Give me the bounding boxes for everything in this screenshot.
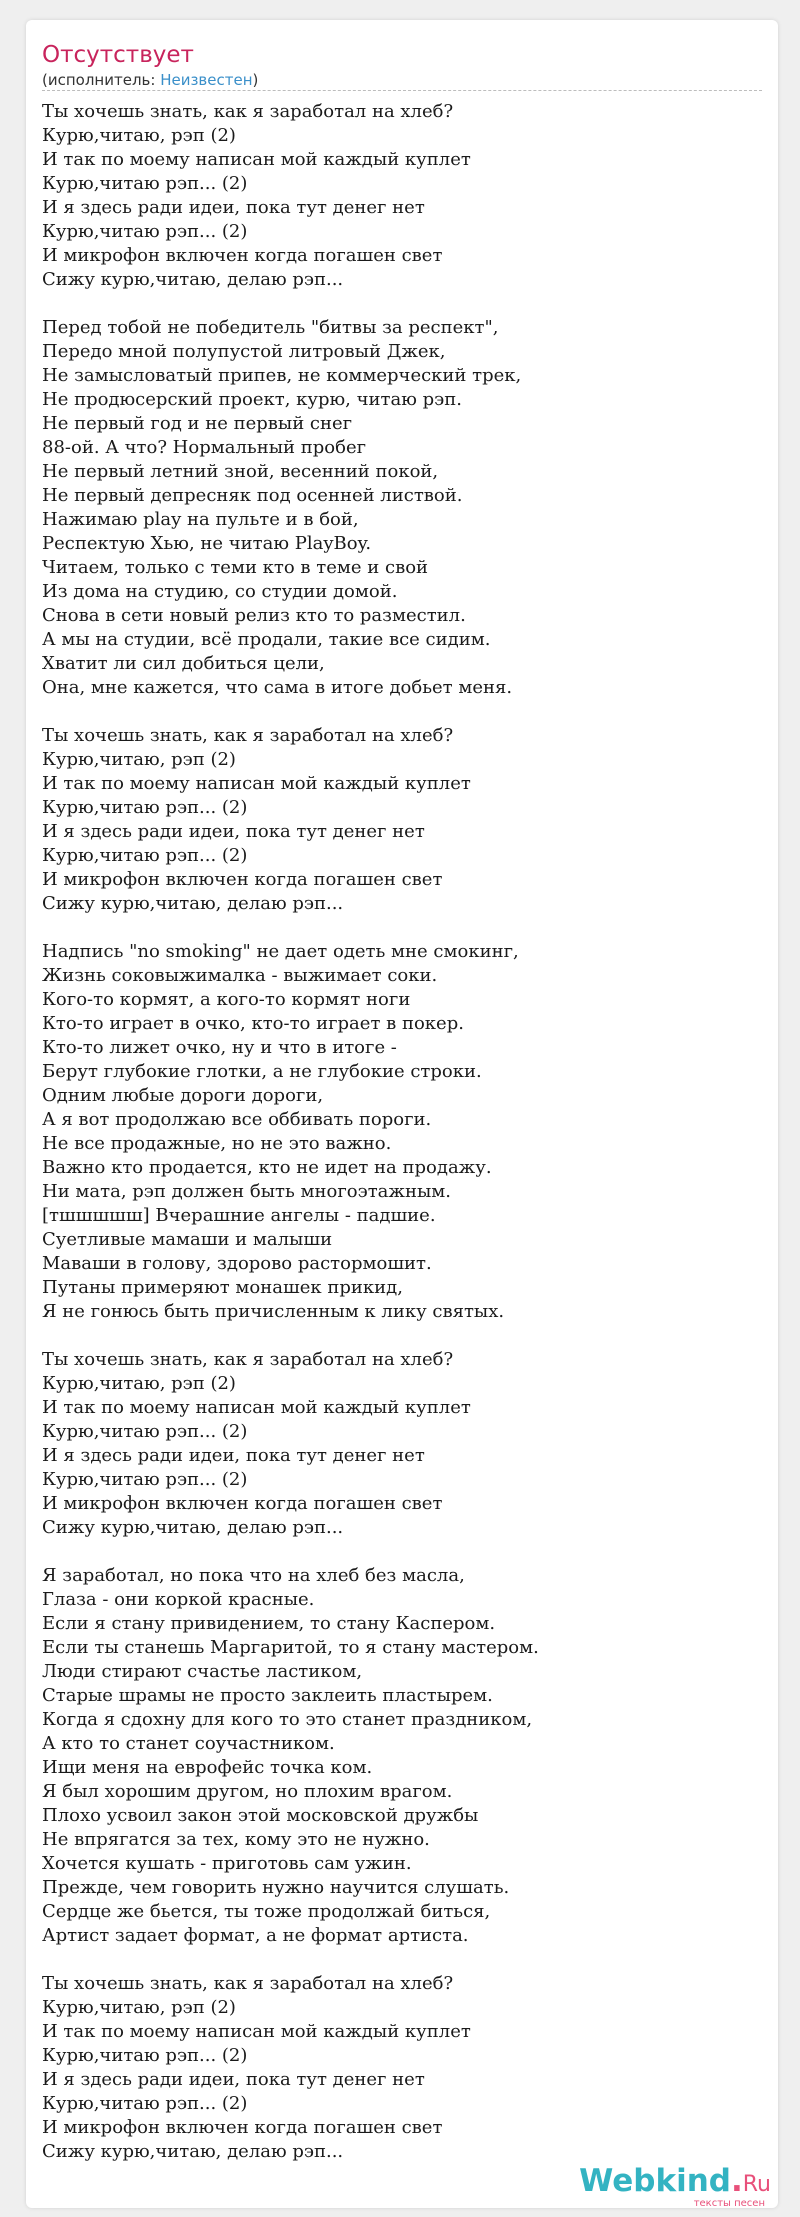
lyric-line: И микрофон включен когда погашен свет: [42, 1493, 443, 1514]
lyrics-stanza: [42, 100, 762, 292]
lyric-line: Респектую Хью, не читаю PlayBoy.: [42, 533, 372, 554]
lyric-line: А я вот продолжаю все оббивать пороги.: [42, 1109, 432, 1130]
lyric-line: Люди стирают счастье ластиком,: [42, 1661, 363, 1682]
lyric-line: Прежде, чем говорить нужно научится слушать.: [42, 1877, 510, 1898]
lyric-line: Курю,читаю рэп... (2): [42, 173, 248, 194]
lyric-line: Маваши в голову, здорово растормошит.: [42, 1253, 432, 1274]
lyric-line: Не все продажные, но не это важно.: [42, 1133, 392, 1154]
lyric-line: Курю,читаю, рэп (2): [42, 1373, 236, 1394]
lyric-line: Если ты станешь Маргаритой, то я стану мастером.: [42, 1637, 539, 1658]
lyrics-stanza: [42, 1972, 762, 2164]
lyric-line: Не продюсерский проект, курю, читаю рэп.: [42, 389, 462, 410]
lyric-line: И микрофон включен когда погашен свет: [42, 869, 443, 890]
lyric-line: Сижу курю,читаю, делаю рэп...: [42, 2141, 344, 2162]
lyric-line: Артист задает формат, а не формат артиста.: [42, 1925, 469, 1946]
lyric-line: Ты хочешь знать, как я заработал на хлеб?: [42, 725, 454, 746]
logo-tagline: тексты песен: [693, 2198, 765, 2209]
lyric-line: Курю,читаю рэп... (2): [42, 1469, 248, 1490]
lyric-line: Не первый депресняк под осенней листвой.: [42, 485, 463, 506]
lyrics-stanza: [42, 316, 762, 700]
lyric-line: А кто то станет соучастником.: [42, 1733, 335, 1754]
lyric-line: Хочется кушать - приготовь сам ужин.: [42, 1853, 412, 1874]
lyric-line: И я здесь ради идеи, пока тут денег нет: [42, 197, 425, 218]
lyric-line: Курю,читаю рэп... (2): [42, 797, 248, 818]
lyric-line: Ты хочешь знать, как я заработал на хлеб?: [42, 1973, 454, 1994]
lyric-line: И так по моему написан мой каждый куплет: [42, 773, 471, 794]
song-title: Отсутствует: [42, 42, 194, 68]
lyric-line: Когда я сдохну для кого то это станет праздником,: [42, 1709, 533, 1730]
lyric-line: Снова в сети новый релиз кто то разместил.: [42, 605, 466, 626]
lyric-line: Курю,читаю, рэп (2): [42, 125, 236, 146]
lyric-line: Она, мне кажется, что сама в итоге добьет меня.: [42, 677, 513, 698]
lyric-line: Ни мата, рэп должен быть многоэтажным.: [42, 1181, 452, 1202]
lyric-line: Если я стану привидением, то стану Каспером.: [42, 1613, 496, 1634]
lyric-line: Перед тобой не победитель "битвы за респект",: [42, 317, 499, 338]
lyric-line: Путаны примеряют монашек прикид,: [42, 1277, 403, 1298]
lyrics-card: [26, 20, 778, 2208]
lyric-line: Надпись "no smoking" не дает одеть мне смокинг,: [42, 941, 519, 962]
lyric-line: Кого-то кормят, а кого-то кормят ноги: [42, 989, 411, 1010]
lyric-line: Сижу курю,читаю, делаю рэп...: [42, 1517, 344, 1538]
lyric-line: Не впрягатся за тех, кому это не нужно.: [42, 1829, 430, 1850]
lyric-line: Важно кто продается, кто не идет на продажу.: [42, 1157, 492, 1178]
lyric-line: И так по моему написан мой каждый куплет: [42, 149, 471, 170]
lyric-line: Курю,читаю рэп... (2): [42, 2093, 248, 2114]
lyrics-stanza: [42, 1348, 762, 1540]
lyrics-stanza: [42, 940, 762, 1324]
lyric-line: Сижу курю,читаю, делаю рэп...: [42, 893, 344, 914]
lyric-line: Сердце же бьется, ты тоже продолжай биться,: [42, 1901, 491, 1922]
lyric-line: И я здесь ради идеи, пока тут денег нет: [42, 1445, 425, 1466]
lyric-line: Я был хорошим другом, но плохим врагом.: [42, 1781, 453, 1802]
title-divider: [42, 90, 762, 91]
lyrics-stanza: [42, 1564, 762, 1948]
lyric-line: Нажимаю play на пульте и в бой,: [42, 509, 359, 530]
lyric-line: Плохо усвоил закон этой московской дружбы: [42, 1805, 479, 1826]
lyrics-text: [42, 100, 762, 2164]
lyric-line: А мы на студии, всё продали, такие все сидим.: [42, 629, 491, 650]
lyric-line: Курю,читаю, рэп (2): [42, 749, 236, 770]
lyric-line: Кто-то играет в очко, кто-то играет в покер.: [42, 1013, 464, 1034]
logo-tld: Ru: [742, 2172, 771, 2197]
lyric-line: Глаза - они коркой красные.: [42, 1589, 315, 1610]
lyric-line: Не замысловатый припев, не коммерческий трек,: [42, 365, 522, 386]
lyric-line: Я не гонюсь быть причисленным к лику святых.: [42, 1301, 505, 1322]
lyrics-stanza: [42, 724, 762, 916]
lyric-line: И микрофон включен когда погашен свет: [42, 2117, 443, 2138]
lyric-line: Курю,читаю рэп... (2): [42, 221, 248, 242]
lyric-line: Передо мной полупустой литровый Джек,: [42, 341, 446, 362]
lyric-line: Кто-то лижет очко, ну и что в итоге -: [42, 1037, 397, 1058]
artist-link[interactable]: Неизвестен: [160, 71, 253, 89]
logo-name: Webkind: [579, 2163, 731, 2199]
lyric-line: Берут глубокие глотки, а не глубокие строки.: [42, 1061, 482, 1082]
lyric-line: Я заработал, но пока что на хлеб без масла,: [42, 1565, 465, 1586]
logo-wordmark: [579, 2163, 771, 2203]
lyric-line: [тшшшшш] Вчерашние ангелы - падшие.: [42, 1205, 436, 1226]
artist-prefix: (исполнитель:: [42, 71, 161, 89]
lyric-line: И так по моему написан мой каждый куплет: [42, 1397, 471, 1418]
lyric-line: Не первый год и не первый снег: [42, 413, 353, 434]
lyric-line: Ищи меня на еврофейс точка ком.: [42, 1757, 373, 1778]
lyric-line: Ты хочешь знать, как я заработал на хлеб?: [42, 101, 454, 122]
lyric-line: Жизнь соковыжималка - выжимает соки.: [42, 965, 438, 986]
lyric-line: Читаем, только с теми кто в теме и свой: [42, 557, 429, 578]
lyric-line: Суетливые мамаши и малыши: [42, 1229, 333, 1250]
lyric-line: Курю,читаю рэп... (2): [42, 2045, 248, 2066]
logo-dot: .: [730, 2163, 743, 2199]
lyric-line: И я здесь ради идеи, пока тут денег нет: [42, 821, 425, 842]
lyric-line: Курю,читаю рэп... (2): [42, 1421, 248, 1442]
lyric-line: Старые шрамы не просто заклеить пластырем.: [42, 1685, 493, 1706]
artist-suffix: ): [252, 71, 259, 89]
artist-line: [42, 70, 258, 90]
lyric-line: Хватит ли сил добиться цели,: [42, 653, 325, 674]
lyric-line: Одним любые дороги дороги,: [42, 1085, 324, 1106]
lyric-line: И микрофон включен когда погашен свет: [42, 245, 443, 266]
lyric-line: Курю,читаю рэп... (2): [42, 845, 248, 866]
lyric-line: Ты хочешь знать, как я заработал на хлеб?: [42, 1349, 454, 1370]
lyric-line: Сижу курю,читаю, делаю рэп...: [42, 269, 344, 290]
lyric-line: Из дома на студию, со студии домой.: [42, 581, 398, 602]
site-logo[interactable]: [579, 2163, 771, 2211]
lyric-line: Курю,читаю, рэп (2): [42, 1997, 236, 2018]
lyric-line: И так по моему написан мой каждый куплет: [42, 2021, 471, 2042]
lyric-line: И я здесь ради идеи, пока тут денег нет: [42, 2069, 425, 2090]
lyric-line: 88-ой. А что? Нормальный пробег: [42, 437, 367, 458]
lyric-line: Не первый летний зной, весенний покой,: [42, 461, 439, 482]
